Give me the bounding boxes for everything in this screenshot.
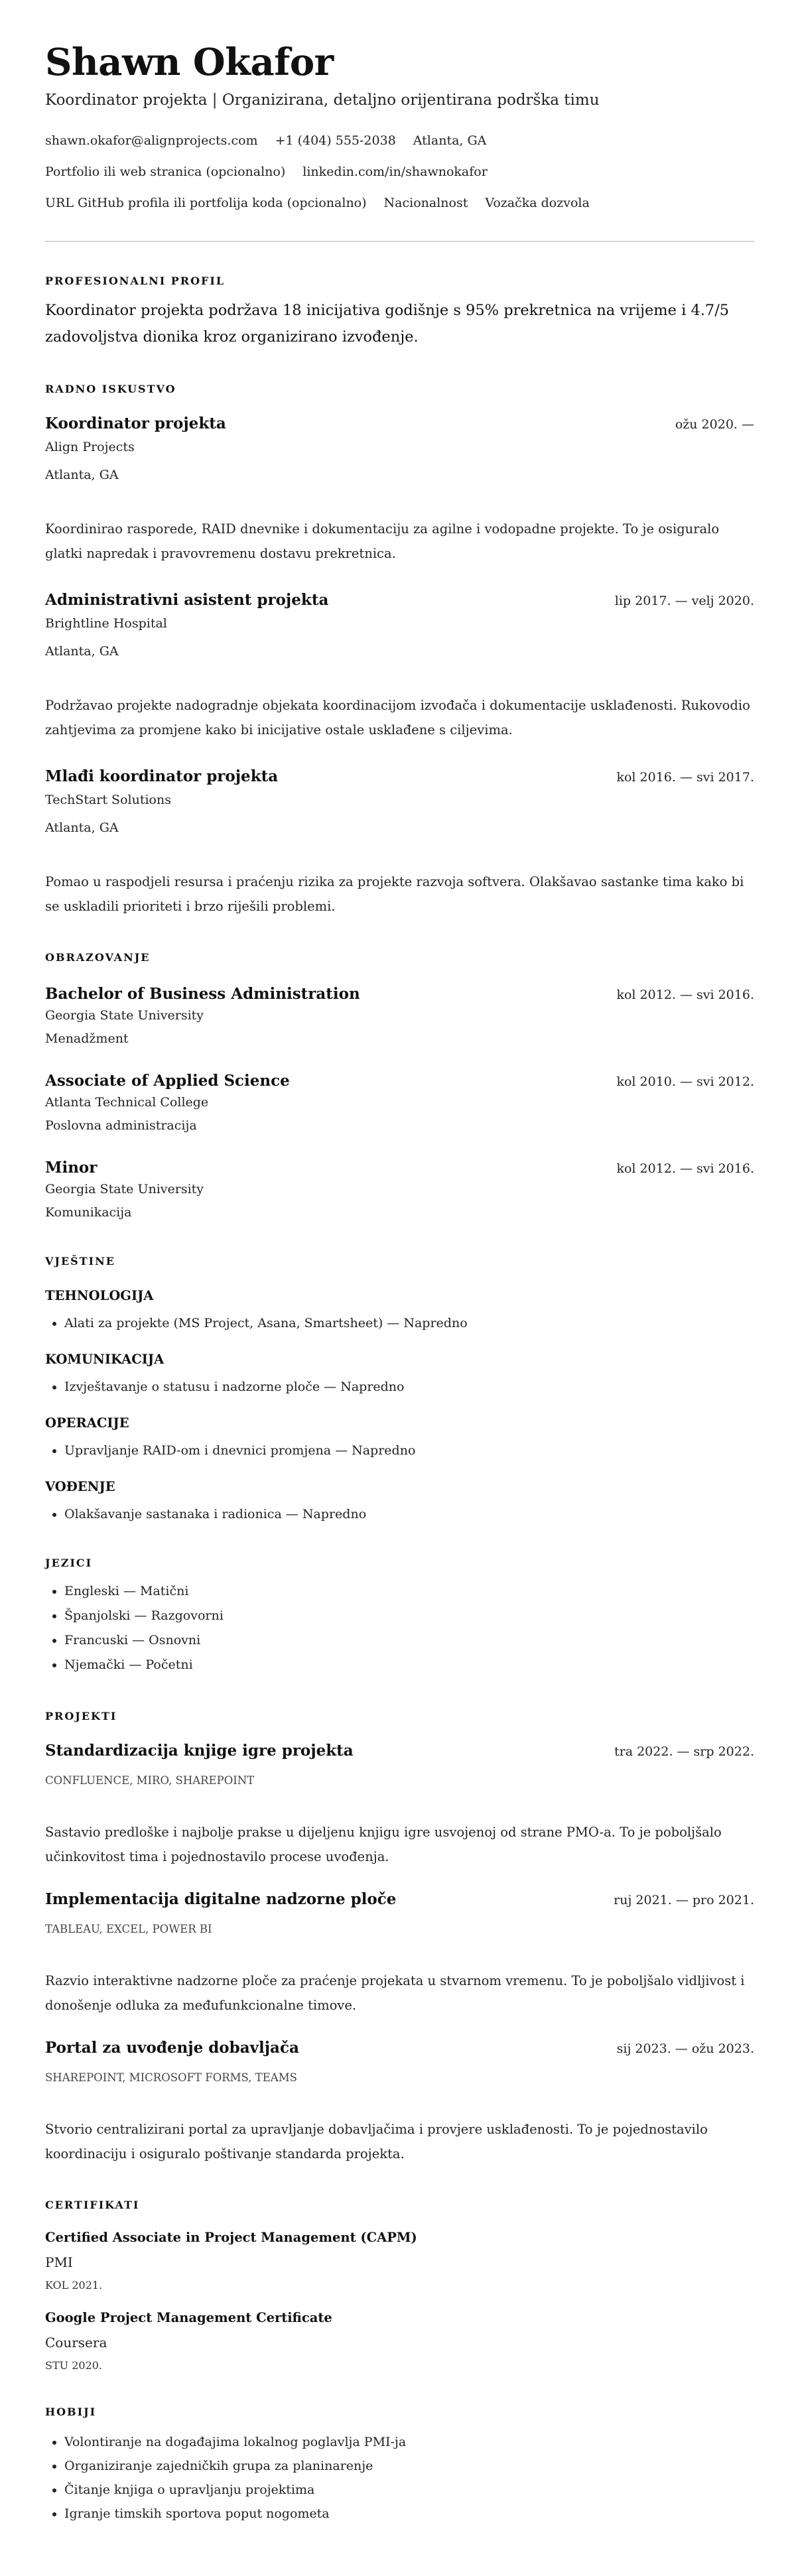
item-header bbox=[45, 413, 754, 435]
experience-list bbox=[45, 413, 754, 919]
contact-row bbox=[45, 163, 754, 181]
job-description: Koordinirao rasporede, RAID dnevnike i dokumentaciju za agilne i vodopadne projekte. To je osiguralo glatki napredak i pravovremenu dostavu prekretnica. bbox=[45, 521, 720, 561]
skill-items bbox=[45, 1377, 754, 1397]
item-title: Associate of Applied Science bbox=[45, 1072, 290, 1090]
section-heading-experience: RADNO ISKUSTVO bbox=[45, 383, 176, 395]
item-title: Koordinator projekta bbox=[45, 415, 226, 432]
language-item: • Španjolski — Razgovorni bbox=[64, 1604, 754, 1628]
skill-category: KOMUNIKACIJA bbox=[45, 1352, 165, 1367]
section-heading-profile: PROFESIONALNI PROFIL bbox=[45, 275, 226, 287]
job-location: Atlanta, GA bbox=[45, 644, 119, 659]
education-entry bbox=[45, 984, 754, 1049]
item-title: Mlađi koordinator projekta bbox=[45, 767, 279, 785]
company: TechStart Solutions bbox=[45, 793, 171, 807]
field-of-study: Komunikacija bbox=[45, 1205, 132, 1220]
job-entry bbox=[45, 766, 754, 919]
item-date: kol 2012. — svi 2016. bbox=[616, 1161, 754, 1176]
section-heading-certificates: CERTIFIKATI bbox=[45, 2199, 140, 2211]
certificate-title: Certified Associate in Project Management (CAPM) bbox=[45, 2230, 417, 2245]
item-date: kol 2012. — svi 2016. bbox=[616, 988, 754, 1002]
item-date: kol 2010. — svi 2012. bbox=[616, 1074, 754, 1089]
item-title: Portal za uvođenje dobavljača bbox=[45, 2039, 299, 2057]
certificate-date: KOL 2021. bbox=[45, 2279, 103, 2291]
project-description: Razvio interaktivne nadzorne ploče za praćenje projekata u stvarnom vremenu. To je poboljšalo vidljivost i donošenje odluka za međufunkcionalne timove. bbox=[45, 1973, 745, 2013]
item-title: Administrativni asistent projekta bbox=[45, 591, 329, 609]
certificate-title: Google Project Management Certificate bbox=[45, 2310, 332, 2325]
skill-category: VOĐENJE bbox=[45, 1479, 115, 1494]
project-technologies: CONFLUENCE, MIRO, SHAREPOINT bbox=[45, 1774, 255, 1787]
field-of-study: Poslovna administracija bbox=[45, 1118, 197, 1133]
project-description: Stvorio centralizirani portal za upravljanje dobavljačima i provjere usklađenosti. To je pojednostavilo koordinaciju i osiguralo poštivanje standarda projekta. bbox=[45, 2122, 708, 2161]
skill-item: • Alati za projekte (MS Project, Asana, Smartsheet) — Napredno bbox=[64, 1313, 754, 1333]
hobby-item: • Volontiranje na događajima lokalnog poglavlja PMI-ja bbox=[64, 2430, 754, 2454]
job-entry bbox=[45, 590, 754, 742]
certificate-date: STU 2020. bbox=[45, 2359, 103, 2372]
project-entry bbox=[45, 1740, 754, 1869]
divider bbox=[45, 241, 754, 242]
language-item: • Njemački — Početni bbox=[64, 1653, 754, 1677]
item-date: ožu 2020. — bbox=[675, 417, 754, 432]
candidate-name: Shawn Okafor bbox=[45, 40, 334, 84]
location: Atlanta, GA bbox=[413, 133, 487, 148]
nationality: Nacionalnost bbox=[383, 196, 468, 210]
school: Georgia State University bbox=[45, 1182, 204, 1196]
item-header bbox=[45, 1070, 754, 1092]
hobby-item: • Čitanje knjiga o upravljanju projektima bbox=[64, 2478, 754, 2502]
skills-list bbox=[45, 1287, 754, 1524]
certificates-list bbox=[45, 2228, 754, 2373]
job-description: Pomao u raspodjeli resursa i praćenju rizika za projekte razvoja softvera. Olakšavao sastanke tima kako bi se uskladili prioriteti i brzo riješili problemi. bbox=[45, 874, 744, 914]
skill-category: OPERACIJE bbox=[45, 1415, 129, 1431]
headline: Koordinator projekta | Organizirana, detaljno orijentirana podrška timu bbox=[45, 92, 600, 109]
item-date: ruj 2021. — pro 2021. bbox=[614, 1893, 754, 1907]
job-entry bbox=[45, 413, 754, 566]
language-item: • Engleski — Matični bbox=[64, 1579, 754, 1604]
section-heading-hobbies: HOBIJI bbox=[45, 2406, 97, 2418]
school: Atlanta Technical College bbox=[45, 1095, 209, 1110]
certificate-issuer: PMI bbox=[45, 2254, 73, 2270]
item-title: Standardizacija knjige igre projekta bbox=[45, 1742, 354, 1760]
skill-item: • Upravljanje RAID-om i dnevnici promjena — Napredno bbox=[64, 1441, 754, 1460]
item-header bbox=[45, 2037, 754, 2059]
certificate-entry bbox=[45, 2309, 754, 2373]
phone: +1 (404) 555-2038 bbox=[275, 133, 396, 148]
certificate-entry bbox=[45, 2228, 754, 2293]
project-entry bbox=[45, 1889, 754, 2018]
job-location: Atlanta, GA bbox=[45, 468, 119, 482]
skill-item: • Olakšavanje sastanaka i radionica — Napredno bbox=[64, 1504, 754, 1524]
job-location: Atlanta, GA bbox=[45, 820, 119, 835]
skill-items bbox=[45, 1504, 754, 1524]
item-title: Bachelor of Business Administration bbox=[45, 985, 360, 1003]
projects-list bbox=[45, 1740, 754, 2166]
item-header bbox=[45, 766, 754, 788]
languages-list bbox=[45, 1579, 754, 1677]
drivers-license: Vozačka dozvola bbox=[485, 196, 590, 210]
profile-summary: Koordinator projekta podržava 18 inicijativa godišnje s 95% prekretnica na vrijeme i 4.7/5 zadovoljstva dionika kroz organizirano izvođenje. bbox=[45, 302, 730, 346]
item-header bbox=[45, 1740, 754, 1762]
item-header bbox=[45, 590, 754, 612]
job-description: Podržavao projekte nadogradnje objekata koordinacijom izvođača i dokumentacije usklađenosti. Rukovodio zahtjevima za promjene kako bi inicijative ostale usklađene s ciljevima. bbox=[45, 698, 750, 738]
skill-items bbox=[45, 1441, 754, 1460]
education-entry bbox=[45, 1157, 754, 1222]
skill-category: TEHNOLOGIJA bbox=[45, 1288, 154, 1303]
section-heading-skills: VJEŠTINE bbox=[45, 1255, 115, 1267]
item-title: Minor bbox=[45, 1159, 98, 1177]
company: Align Projects bbox=[45, 440, 135, 454]
item-date: kol 2016. — svi 2017. bbox=[616, 770, 754, 785]
section-heading-languages: JEZICI bbox=[45, 1557, 93, 1569]
item-date: sij 2023. — ožu 2023. bbox=[616, 2041, 754, 2056]
hobby-item: • Igranje timskih sportova poput nogometa bbox=[64, 2502, 754, 2526]
contact-row bbox=[45, 132, 754, 150]
project-entry bbox=[45, 2037, 754, 2166]
hobbies-list bbox=[45, 2430, 754, 2526]
hobby-item: • Organiziranje zajedničkih grupa za planinarenje bbox=[64, 2454, 754, 2478]
section-heading-projects: PROJEKTI bbox=[45, 1710, 117, 1722]
project-description: Sastavio predloške i najbolje prakse u dijeljenu knjigu igre usvojenoj od strane PMO-a. To je poboljšalo učinkovitost tima i pojednostavilo procese uvođenja. bbox=[45, 1825, 722, 1864]
item-date: lip 2017. — velj 2020. bbox=[614, 594, 754, 608]
item-header bbox=[45, 1889, 754, 1911]
project-technologies: TABLEAU, EXCEL, POWER BI bbox=[45, 1923, 212, 1935]
linkedin-link[interactable]: linkedin.com/in/shawnokafor bbox=[302, 164, 488, 179]
item-header bbox=[45, 1157, 754, 1179]
education-entry bbox=[45, 1070, 754, 1135]
skill-item: • Izvještavanje o statusu i nadzorne ploče — Napredno bbox=[64, 1377, 754, 1397]
language-item: • Francuski — Osnovni bbox=[64, 1628, 754, 1653]
section-heading-education: OBRAZOVANJE bbox=[45, 951, 151, 964]
education-list bbox=[45, 984, 754, 1222]
company: Brightline Hospital bbox=[45, 616, 167, 631]
github-link[interactable]: URL GitHub profila ili portfolija koda (opcionalno) bbox=[45, 196, 367, 210]
field-of-study: Menadžment bbox=[45, 1031, 129, 1046]
certificate-issuer: Coursera bbox=[45, 2335, 107, 2351]
contact-row bbox=[45, 194, 754, 212]
item-header bbox=[45, 984, 754, 1005]
portfolio-link[interactable]: Portfolio ili web stranica (opcionalno) bbox=[45, 164, 286, 179]
item-date: tra 2022. — srp 2022. bbox=[614, 1744, 754, 1759]
skill-items bbox=[45, 1313, 754, 1333]
school: Georgia State University bbox=[45, 1008, 204, 1023]
item-title: Implementacija digitalne nadzorne ploče bbox=[45, 1890, 397, 1908]
email[interactable]: shawn.okafor@alignprojects.com bbox=[45, 133, 258, 148]
project-technologies: SHAREPOINT, MICROSOFT FORMS, TEAMS bbox=[45, 2071, 297, 2084]
